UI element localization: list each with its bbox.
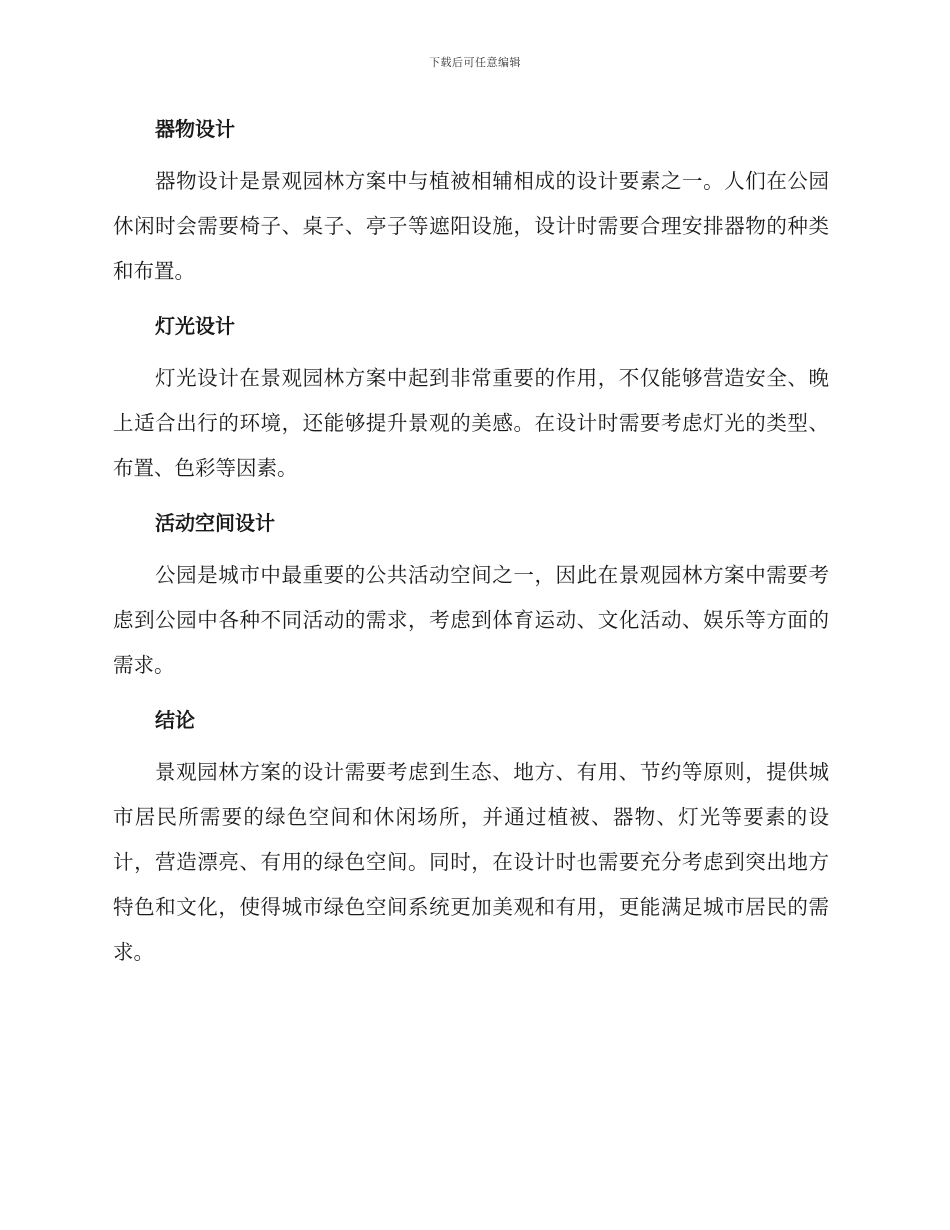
section-title-lighting-design: 灯光设计 [155, 314, 235, 338]
header-note: 下载后可任意编辑 [429, 56, 521, 69]
section-title-artifact-design: 器物设计 [155, 117, 235, 141]
document-body [113, 112, 829, 975]
section-body-conclusion: 景观园林方案的设计需要考虑到生态、地方、有用、节约等原则，提供城市居民所需要的绿色空间和休闲场所，并通过植被、器物、灯光等要素的设计，营造漂亮、有用的绿色空间。同时，在设计时也需要充分考虑到突出地方特色和文化，使得城市绿色空间系统更加美观和有用，更能满足城市居民的需求。 [113, 760, 829, 964]
section-body-lighting-design: 灯光设计在景观园林方案中起到非常重要的作用，不仅能够营造安全、晚上适合出行的环境，还能够提升景观的美感。在设计时需要考虑灯光的类型、布置、色彩等因素。 [113, 366, 829, 480]
section-title-activity-space-design: 活动空间设计 [155, 511, 275, 535]
section-title-conclusion: 结论 [155, 708, 195, 732]
section-body-activity-space-design: 公园是城市中最重要的公共活动空间之一，因此在景观园林方案中需要考虑到公园中各种不同活动的需求，考虑到体育运动、文化活动、娱乐等方面的需求。 [113, 563, 829, 677]
section-body-artifact-design: 器物设计是景观园林方案中与植被相辅相成的设计要素之一。人们在公园休闲时会需要椅子、桌子、亭子等遮阳设施，设计时需要合理安排器物的种类和布置。 [113, 169, 829, 283]
